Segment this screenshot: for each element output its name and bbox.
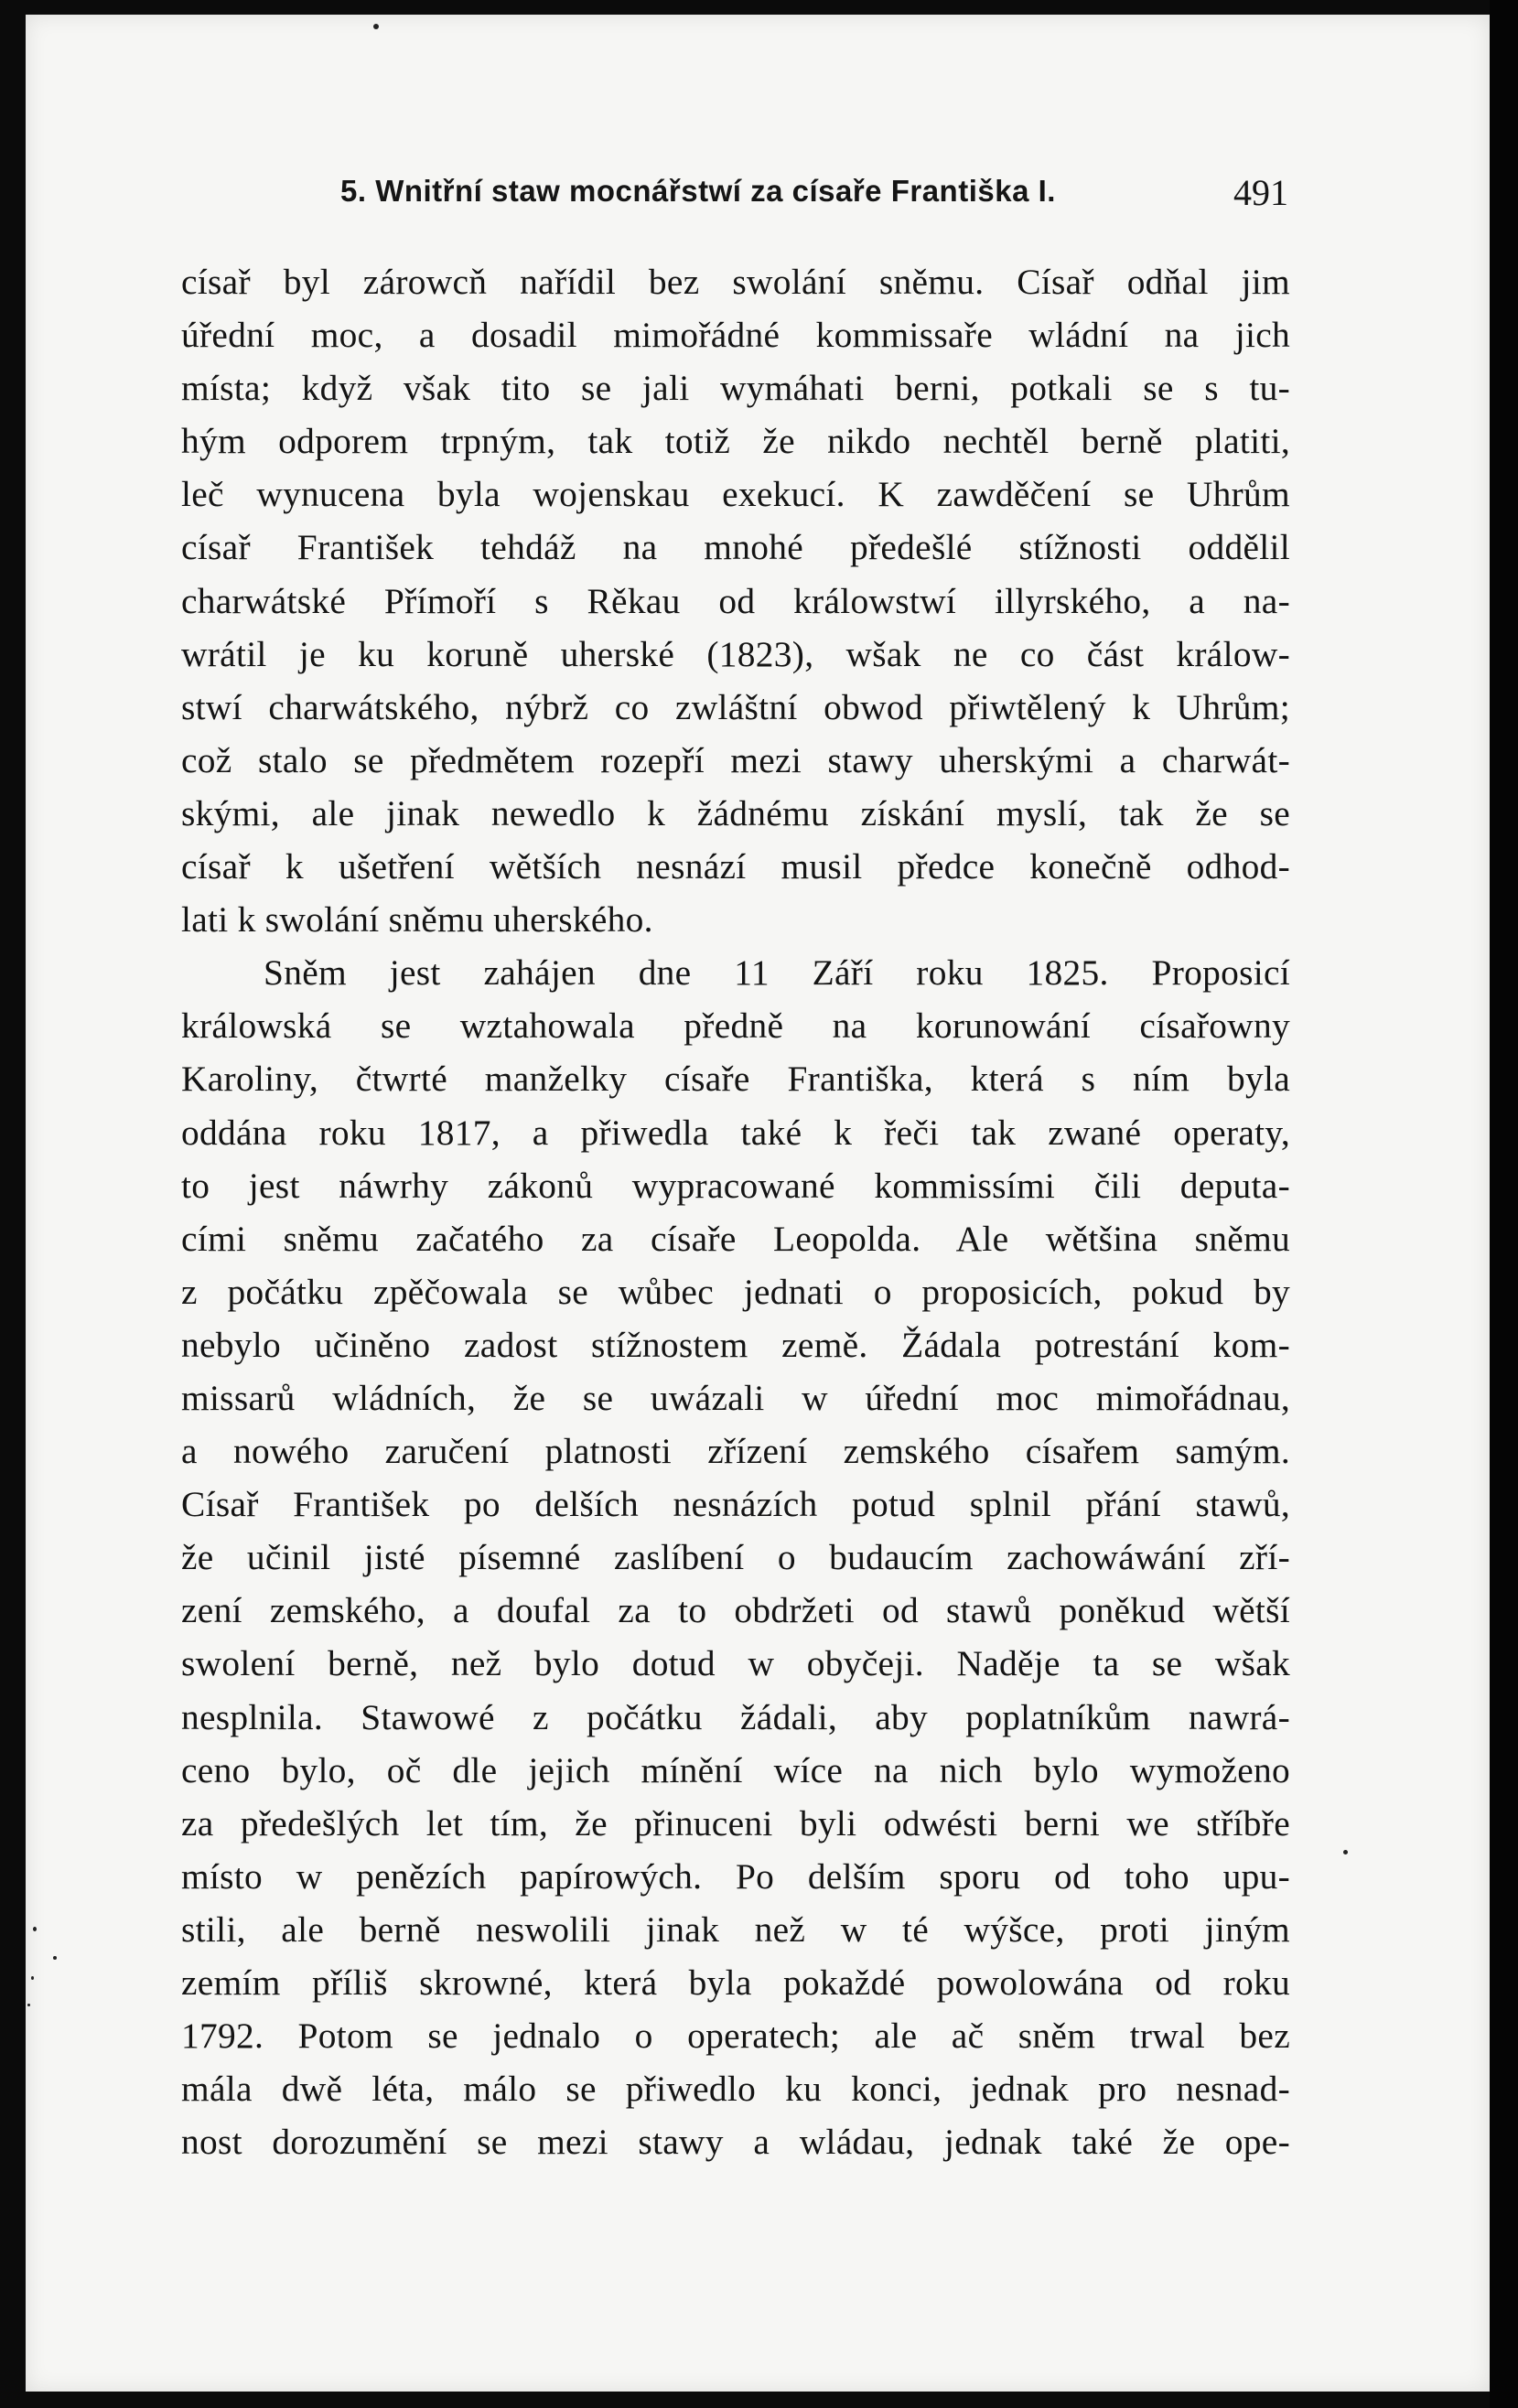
text-line: swolení berně, než bylo dotud w obyčeji. Naděje ta se wšak — [181, 1643, 1290, 1684]
text-line: ceno bylo, oč dle jejich mínění wíce na nich bylo wymoženo — [181, 1749, 1290, 1790]
text-line: hým odporem trpným, tak totiž že nikdo nechtěl berně platiti, — [181, 421, 1290, 462]
text-line: oddána roku 1817, a přiwedla také k řeči tak zwané operaty, — [181, 1112, 1290, 1153]
scan-speck — [27, 2004, 30, 2006]
paragraph-start-line: Sněm jest zahájen dne 11 Září roku 1825. Proposicí — [264, 952, 1290, 994]
text-line: to jest náwrhy zákonů wypracowané kommissími čili deputa- — [181, 1165, 1290, 1206]
running-title: 5. Wnitřní staw mocnářstwí za císaře Františka I. — [340, 174, 1056, 208]
text-line: místa; když však tito se jali wymáhati berni, potkali se s tu- — [181, 368, 1290, 409]
text-line: Císař František po delších nesnázích potud splnil přání stawů, — [181, 1484, 1290, 1525]
text-line: 1792. Potom se jednalo o operatech; ale ač sněm trwal bez — [181, 2016, 1290, 2057]
text-line: což stalo se předmětem rozepří mezi stawy uherskými a charwát- — [181, 739, 1290, 780]
text-line: a nowého zaručení platnosti zřízení zemského císařem samým. — [181, 1431, 1290, 1472]
paragraph-end-line: lati k swolání sněmu uherského. — [181, 899, 653, 941]
text-line: stili, ale berně neswolili jinak než w té wýšce, proti jiným — [181, 1908, 1290, 1950]
text-line: úřední moc, a dosadil mimořádné kommissaře wládní na jich — [181, 315, 1290, 356]
text-line: mála dwě léta, málo se přiwedlo ku konci, jednak pro nesnad- — [181, 2069, 1290, 2110]
text-line: že učinil jisté písemné zaslíbení o budaucím zachowáwání zří- — [181, 1537, 1290, 1578]
text-line: zení zemského, a doufal za to obdržeti od stawů poněkud wětší — [181, 1590, 1290, 1631]
text-line: leč wynucena byla wojenskau exekucí. K zawděčení se Uhrům — [181, 474, 1290, 515]
body-text — [181, 255, 1290, 2168]
text-line: králowská se wztahowala předně na korunowání císařowny — [181, 1005, 1290, 1047]
page-number: 491 — [1233, 172, 1288, 213]
text-line: stwí charwátského, nýbrž co zwláštní obwod přiwtělený k Uhrům; — [181, 686, 1290, 727]
text-line: císař František tehdáž na mnohé předešlé stížnosti oddělil — [181, 527, 1290, 568]
scan-speck — [373, 24, 379, 29]
scan-speck — [53, 1956, 57, 1960]
scan-border — [1490, 0, 1518, 2408]
text-line: wrátil je ku koruně uherské (1823), wšak ne co část králow- — [181, 633, 1290, 674]
text-line: místo w penězích papírowých. Po delším sporu od toho upu- — [181, 1855, 1290, 1897]
scan-speck — [31, 1976, 34, 1980]
scan-speck — [33, 1927, 37, 1931]
text-line: z počátku zpěčowala se wůbec jednati o proposicích, pokud by — [181, 1271, 1290, 1312]
text-line: nost dorozumění se mezi stawy a wládau, jednak také že ope- — [181, 2122, 1290, 2163]
text-line: nebylo učiněno zadost stížnostem země. Žádala potrestání kom- — [181, 1324, 1290, 1365]
text-line: císař byl zárowcň nařídil bez swolání sněmu. Císař odňal jim — [181, 262, 1290, 302]
scan-speck — [1343, 1850, 1348, 1854]
text-line: Karoliny, čtwrté manželky císaře Františka, která s ním byla — [181, 1059, 1290, 1100]
text-line: missarů wládních, že se uwázali w úřední moc mimořádnau, — [181, 1377, 1290, 1418]
text-line: skými, ale jinak newedlo k žádnému získání myslí, tak že se — [181, 792, 1290, 833]
text-line: charwátské Přímoří s Rěkau od králowstwí illyrského, a na- — [181, 580, 1290, 621]
text-line: císař k ušetření wětších nesnází musil předce konečně odhod- — [181, 846, 1290, 887]
page-header — [340, 174, 1288, 220]
text-line: za předešlých let tím, že přinuceni byli odwésti berni we stříbře — [181, 1802, 1290, 1844]
text-line: nesplnila. Stawowé z počátku žádali, aby poplatníkům nawrá- — [181, 1696, 1290, 1737]
text-line: cími sněmu začatého za císaře Leopolda. Ale wětšina sněmu — [181, 1218, 1290, 1259]
text-line: zemím příliš skrowné, která byla pokaždé powolowána od roku — [181, 1962, 1290, 2003]
